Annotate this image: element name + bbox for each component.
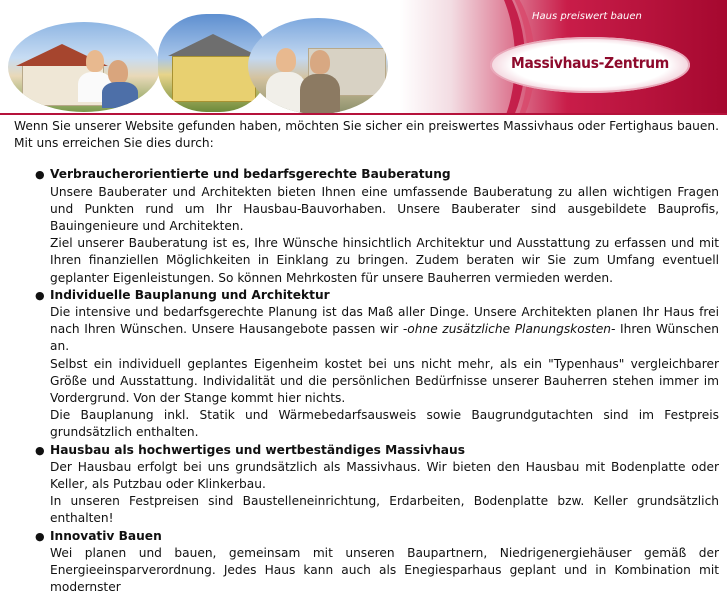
section-paragraph: Unsere Bauberater und Architekten bieten Ihnen eine umfassende Bauberatung zu allen wichtigen Fragen und Punkten rund um Ihr Hausbau-Bauvorhaben. Unsere Bauberater sind ausgebildete Bauprofis, Bauingenieure und Architekten.	[50, 184, 719, 234]
bullet-icon: ●	[35, 288, 45, 302]
emphasis-text: -ohne zusätzliche Planungskosten-	[402, 322, 616, 337]
section-title: Hausbau als hochwertiges und wertbeständiges Massivhaus	[50, 442, 465, 457]
text-run: Ihren Wünschen an.	[50, 322, 719, 354]
feature-list	[14, 166, 719, 596]
header-divider	[0, 113, 727, 115]
list-item	[35, 442, 719, 528]
section-paragraph: Ziel unserer Bauberatung ist es, Ihre Wünsche hinsichtlich Architektur und Ausstattung zu erfassen und mit Ihren finanziellen Möglichkeiten in Einklang zu bringen. Zudem beraten wir Sie zum Umfang eventuell geplanter Eigenleistungen. So können Mehrkosten für unsere Bauherren vermieden werden.	[50, 236, 719, 285]
section-paragraph: Der Hausbau erfolgt bei uns grundsätzlich als Massivhaus. Wir bieten den Hausbau mit Bodenplatte oder Keller, als Putzbau oder Klinkerbau.	[50, 459, 719, 492]
bullet-icon: ●	[35, 443, 45, 457]
list-item	[35, 166, 719, 286]
list-item	[35, 528, 719, 596]
couple-house-photo	[248, 18, 388, 114]
section-paragraph: Wei planen und bauen, gemeinsam mit unseren Baupartnern, Niedrigenergiehäuser gemäß der Energieeinsparverordnung. Jedes Haus kann auch als Enegiesparhaus geplant und in Kombination mit modernster	[50, 545, 719, 595]
section-title: Innovativ Bauen	[50, 528, 162, 543]
person-figure	[108, 60, 128, 84]
family-house-photo	[8, 22, 160, 112]
person-shirt	[102, 82, 138, 108]
person-figure	[276, 48, 296, 72]
person-shirt	[300, 74, 340, 114]
bullet-icon: ●	[35, 529, 45, 543]
section-paragraph: Die Bauplanung inkl. Statik und Wärmebedarfsausweis sowie Baugrundgutachten sind im Festpreis grundsätzlich enthalten.	[50, 408, 719, 440]
section-title: Individuelle Bauplanung und Architektur	[50, 287, 330, 302]
section-title: Verbraucherorientierte und bedarfsgerechte Bauberatung	[50, 167, 451, 182]
section-paragraph: In unseren Festpreisen sind Baustelleneinrichtung, Erdarbeiten, Bodenplatte bzw. Keller grundsätzlich enthalten!	[50, 494, 719, 526]
site-logo[interactable]	[490, 37, 690, 93]
person-figure	[86, 50, 104, 72]
intro-text: Wenn Sie unserer Website gefunden haben, möchten Sie sicher ein preiswertes Massivhaus oder Fertighaus bauen. Mit uns erreichen Sie dies durch:	[14, 119, 719, 151]
person-figure	[310, 50, 330, 74]
bullet-icon: ●	[35, 168, 45, 182]
section-paragraph: Selbst ein individuell geplantes Eigenheim kostet bei uns nicht mehr, als ein "Typenhaus" vergleichbarer Größe und Ausstattung. Individalität und die persönlichen Bedürfnisse unserer Bauherren stehen immer im Vordergrund. Von der Stange kommt hier nichts.	[50, 356, 719, 406]
header-tagline: Haus preiswert bauen	[532, 11, 642, 22]
house-shape	[172, 56, 256, 102]
section-paragraph	[50, 304, 719, 356]
list-item	[35, 287, 719, 442]
logo-text: Massivhaus-Zentrum	[511, 54, 669, 72]
roof-shape	[168, 34, 258, 56]
text-run: Die intensive und bedarfsgerechte Planung ist das Maß aller Dinge. Unsere Architekten planen Ihr Haus frei nach Ihren Wünschen. Unsere Hausangebote passen wir	[50, 305, 719, 337]
header-banner	[0, 0, 727, 115]
main-content	[0, 115, 727, 596]
